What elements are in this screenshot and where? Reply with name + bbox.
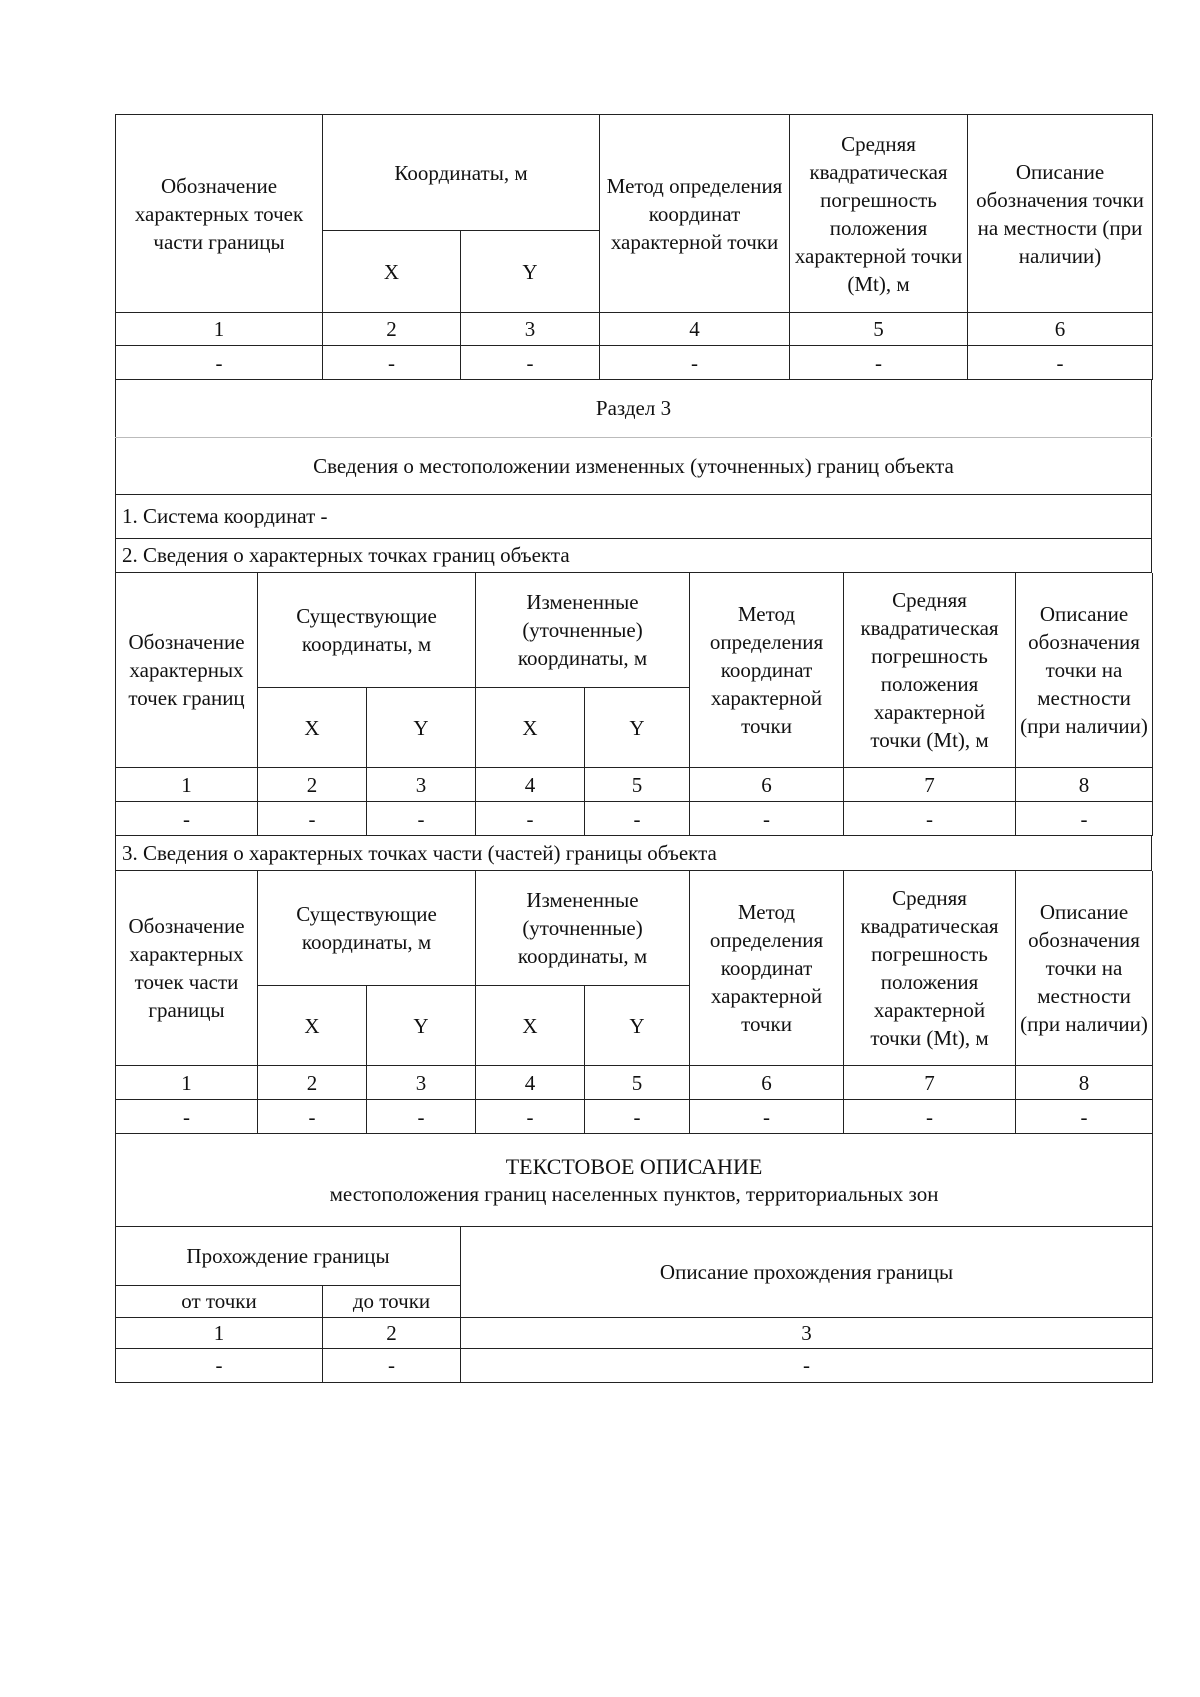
table-cell: - [585,1100,690,1134]
header-designation: Обозначение характерных точек части границы [116,115,323,313]
header-error: Средняя квадратическая погрешность положения характерной точки (Mt), м [790,115,968,313]
table-cell: - [585,802,690,836]
table-cell: - [461,1348,1153,1382]
col-number: 8 [1016,1066,1153,1100]
table-cell: - [600,346,790,380]
table-cell: - [968,346,1153,380]
part-points-heading-table [115,836,1152,871]
header-coordinates: Координаты, м [323,115,600,231]
header-x: X [258,688,367,768]
part-boundary-changed-points-table [115,871,1153,1135]
col-number: 2 [258,1066,367,1100]
coordinate-system: 1. Система координат - [116,494,1152,538]
text-description-subtitle: местоположения границ населенных пунктов, территориальных зон [329,1181,939,1206]
document-page [115,114,1152,1383]
col-number: 5 [585,768,690,802]
table-row [116,1100,1153,1134]
col-number: 4 [476,768,585,802]
table-cell: - [367,802,476,836]
col-number: 2 [323,313,461,346]
header-designation: Обозначение характерных точек границ [116,573,258,768]
col-number: 7 [844,1066,1016,1100]
header-changed-coords: Измененные (уточненные) координаты, м [476,573,690,688]
table-cell: - [690,1100,844,1134]
col-number: 5 [585,1066,690,1100]
col-number: 5 [790,313,968,346]
col-number: 7 [844,768,1016,802]
table-row [116,1348,1153,1382]
table-row [116,802,1153,836]
table-cell: - [367,1100,476,1134]
header-method: Метод определения координат характерной точки [690,573,844,768]
col-number: 6 [690,1066,844,1100]
col-number: 3 [461,1317,1153,1348]
header-designation: Обозначение характерных точек части границы [116,871,258,1066]
table-cell: - [116,346,323,380]
col-number: 3 [461,313,600,346]
header-existing-coords: Существующие координаты, м [258,871,476,986]
section-3-header [115,380,1152,573]
header-y: Y [585,688,690,768]
header-y: Y [585,986,690,1066]
table-cell: - [476,1100,585,1134]
header-changed-coords: Измененные (уточненные) координаты, м [476,871,690,986]
table-cell: - [690,802,844,836]
col-number: 1 [116,768,258,802]
col-number: 4 [476,1066,585,1100]
header-x: X [476,986,585,1066]
table-cell: - [1016,802,1153,836]
header-x: X [476,688,585,768]
header-to-point: до точки [323,1285,461,1317]
header-from-point: от точки [116,1285,323,1317]
header-y: Y [461,231,600,313]
col-number: 6 [690,768,844,802]
table-cell: - [323,1348,461,1382]
table-cell: - [844,1100,1016,1134]
col-number: 2 [323,1317,461,1348]
table-cell: - [116,1100,258,1134]
col-number: 1 [116,313,323,346]
header-description: Описание обозначения точки на местности (при наличии) [1016,573,1153,768]
col-number: 8 [1016,768,1153,802]
boundary-points-table [115,573,1153,837]
table-cell: - [461,346,600,380]
header-error: Средняя квадратическая погрешность положения характерной точки (Mt), м [844,573,1016,768]
col-number: 3 [367,1066,476,1100]
points-heading: 2. Сведения о характерных точках границ объекта [116,538,1152,572]
header-error: Средняя квадратическая погрешность положения характерной точки (Mt), м [844,871,1016,1066]
col-number: 6 [968,313,1153,346]
col-number: 3 [367,768,476,802]
header-passage: Прохождение границы [116,1226,461,1285]
text-description-heading [116,1134,1153,1226]
table-cell: - [1016,1100,1153,1134]
part-points-heading: 3. Сведения о характерных точках части (частей) границы объекта [116,836,1152,870]
text-description-title: ТЕКСТОВОЕ ОПИСАНИЕ [505,1153,763,1179]
header-passage-description: Описание прохождения границы [461,1226,1153,1317]
section-subtitle: Сведения о местоположении измененных (уточненных) границ объекта [116,437,1152,494]
header-description: Описание обозначения точки на местности (при наличии) [968,115,1153,313]
table-cell: - [258,1100,367,1134]
header-method: Метод определения координат характерной точки [600,115,790,313]
header-description: Описание обозначения точки на местности (при наличии) [1016,871,1153,1066]
col-number: 1 [116,1317,323,1348]
table-row [116,346,1153,380]
header-y: Y [367,986,476,1066]
section-title: Раздел 3 [116,380,1152,437]
table-cell: - [323,346,461,380]
header-x: X [258,986,367,1066]
header-y: Y [367,688,476,768]
table-cell: - [258,802,367,836]
header-existing-coords: Существующие координаты, м [258,573,476,688]
header-x: X [323,231,461,313]
table-cell: - [116,802,258,836]
table-cell: - [790,346,968,380]
table-cell: - [476,802,585,836]
table-cell: - [116,1348,323,1382]
part-boundary-points-table [115,114,1153,380]
col-number: 1 [116,1066,258,1100]
text-description-table [115,1134,1153,1383]
table-cell: - [844,802,1016,836]
col-number: 2 [258,768,367,802]
header-method: Метод определения координат характерной точки [690,871,844,1066]
col-number: 4 [600,313,790,346]
